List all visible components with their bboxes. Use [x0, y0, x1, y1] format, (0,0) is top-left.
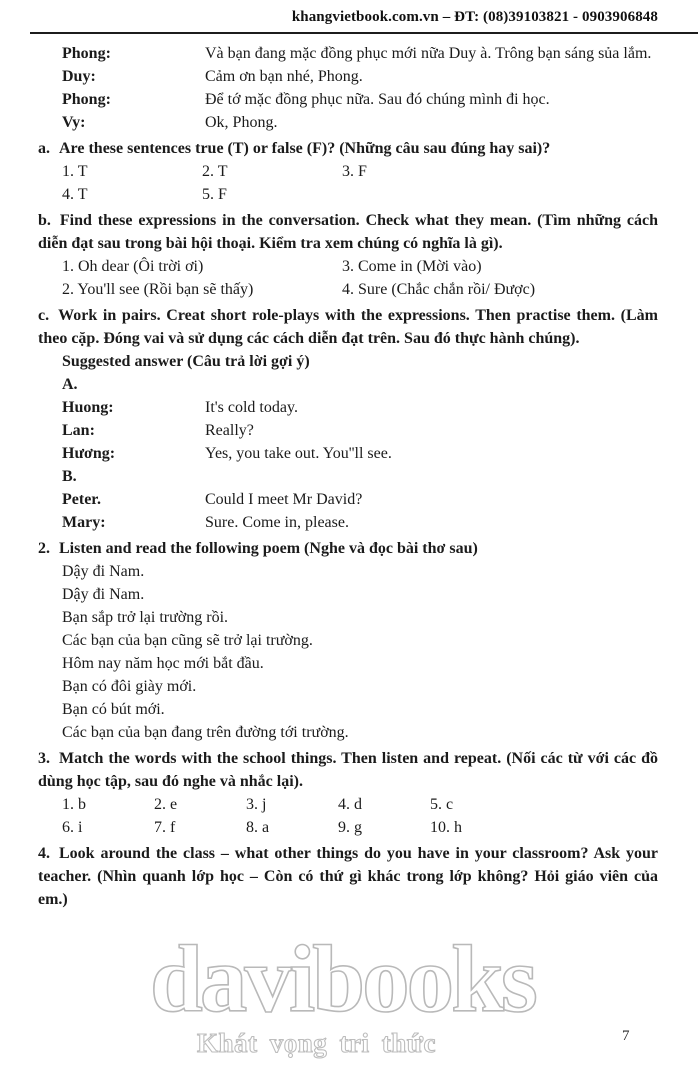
- dialogue-text: Để tớ mặc đồng phục nữa. Sau đó chúng mình đi học.: [205, 91, 550, 108]
- section-4-marker: 4.: [38, 845, 50, 862]
- answers-row: [38, 183, 658, 206]
- section-a-heading: [38, 137, 658, 160]
- dialogue-text: Ok, Phong.: [205, 114, 278, 131]
- dialogue-row: [38, 111, 658, 134]
- dialogue-row: [38, 42, 658, 65]
- dialogue-text: Cảm ơn bạn nhé, Phong.: [205, 68, 363, 85]
- section-2-marker: 2.: [38, 540, 50, 557]
- expression-item: 2. You'll see (Rồi bạn sẽ thấy): [62, 281, 254, 298]
- section-4-heading: [38, 842, 658, 911]
- poem-line: Các bạn của bạn cũng sẽ trở lại trường.: [62, 632, 313, 649]
- dialogue-row: [38, 396, 658, 419]
- expressions-row: [38, 278, 658, 301]
- dialogue-row: [38, 419, 658, 442]
- dialogue-row: [38, 88, 658, 111]
- answer-item: 8. a: [246, 819, 270, 836]
- page-content: [38, 42, 658, 911]
- answer-item: 10. h: [430, 819, 462, 836]
- dialogue-row: [38, 488, 658, 511]
- speaker-name: Phong:: [62, 91, 111, 108]
- answers-row: [38, 793, 658, 816]
- section-b-title: Find these expressions in the conversation. Check what they mean. (Tìm những cách diễn đạt sau trong bài hội thoại. Kiểm tra xem chúng có nghĩa là gì).: [38, 212, 658, 252]
- answer-item: 5. F: [202, 186, 227, 203]
- speaker-name: Huong:: [62, 399, 114, 416]
- roleplay-a-label: A.: [62, 376, 78, 393]
- dialogue-text: Yes, you take out. You''ll see.: [205, 445, 392, 462]
- answer-item: 2. e: [154, 796, 178, 813]
- page-header: [38, 9, 658, 26]
- poem-line: Hôm nay năm học mới bắt đầu.: [62, 655, 264, 672]
- speaker-name: Hương:: [62, 445, 116, 462]
- dialogue-text: It's cold today.: [205, 399, 298, 416]
- answer-item: 9. g: [338, 819, 362, 836]
- poem-line: Bạn có bút mới.: [62, 701, 165, 718]
- answers-row: [38, 160, 658, 183]
- poem-line: Bạn sắp trở lại trường rồi.: [62, 609, 229, 626]
- answer-item: 3. j: [246, 796, 267, 813]
- speaker-name: Mary:: [62, 514, 106, 531]
- suggested-answer-label: Suggested answer (Câu trả lời gợi ý): [62, 353, 310, 370]
- watermark-brand: davibooks: [150, 926, 535, 1032]
- answer-item: 3. F: [342, 163, 367, 180]
- speaker-name: Lan:: [62, 422, 95, 439]
- section-c-heading: [38, 304, 658, 350]
- section-2-title: Listen and read the following poem (Nghe và đọc bài thơ sau): [59, 540, 478, 557]
- dialogue-text: Could I meet Mr David?: [205, 491, 363, 508]
- dialogue-text: Really?: [205, 422, 254, 439]
- dialogue-row: [38, 442, 658, 465]
- expression-item: 4. Sure (Chắc chắn rồi/ Được): [342, 281, 536, 298]
- roleplay-b-label: B.: [62, 468, 77, 485]
- answer-item: 4. d: [338, 796, 362, 813]
- watermark-slogan: Khát vọng tri thức: [197, 1028, 436, 1058]
- dialogue-text: Sure. Come in, please.: [205, 514, 349, 531]
- dialogue-row: [38, 65, 658, 88]
- speaker-name: Duy:: [62, 68, 96, 85]
- answer-item: 2. T: [202, 163, 228, 180]
- section-4-title: Look around the class – what other things do you have in your classroom? Ask your teacher. (Nhìn quanh lớp học – Còn có thứ gì khác trong lớp không? Hỏi giáo viên của em.): [38, 845, 658, 908]
- poem-line: Các bạn của bạn đang trên đường tới trường.: [62, 724, 349, 741]
- page-number: 7: [622, 1028, 630, 1044]
- expression-item: 1. Oh dear (Ôi trời ơi): [62, 258, 204, 275]
- section-2-heading: [38, 537, 658, 560]
- section-3-marker: 3.: [38, 750, 50, 767]
- answer-item: 5. c: [430, 796, 454, 813]
- section-c-marker: c.: [38, 307, 50, 324]
- section-3-heading: [38, 747, 658, 793]
- section-3-title: Match the words with the school things. Then listen and repeat. (Nối các từ với các đồ dùng học tập, sau đó nghe và nhắc lại).: [38, 750, 658, 790]
- section-b-heading: [38, 209, 658, 255]
- section-a-title: Are these sentences true (T) or false (F)? (Những câu sau đúng hay sai)?: [59, 140, 551, 157]
- section-c-title: Work in pairs. Creat short role-plays with the expressions. Then practise them. (Làm theo cặp. Đóng vai và sử dụng các cách diễn đạt trên. Sau đó thực hành chúng).: [38, 307, 658, 347]
- answer-item: 6. i: [62, 819, 83, 836]
- section-a-marker: a.: [38, 140, 50, 157]
- section-b-marker: b.: [38, 212, 51, 229]
- poem-line: Dậy đi Nam.: [62, 563, 145, 580]
- header-text: khangvietbook.com.vn – ĐT: (08)39103821 - 0903906848: [291, 9, 658, 25]
- speaker-name: Phong:: [62, 45, 111, 62]
- poem-line: Bạn có đôi giày mới.: [62, 678, 197, 695]
- poem-line: Dậy đi Nam.: [62, 586, 145, 603]
- answer-item: 1. b: [62, 796, 86, 813]
- answer-item: 1. T: [62, 163, 88, 180]
- header-divider: [30, 32, 698, 34]
- speaker-name: Peter.: [62, 491, 101, 508]
- answer-item: 4. T: [62, 186, 88, 203]
- dialogue-text: Và bạn đang mặc đồng phục mới nữa Duy à. Trông bạn sáng sủa lắm.: [205, 45, 652, 62]
- answers-row: [38, 816, 658, 839]
- dialogue-row: [38, 511, 658, 534]
- expressions-row: [38, 255, 658, 278]
- speaker-name: Vy:: [62, 114, 86, 131]
- answer-item: 7. f: [154, 819, 176, 836]
- expression-item: 3. Come in (Mời vào): [342, 258, 482, 275]
